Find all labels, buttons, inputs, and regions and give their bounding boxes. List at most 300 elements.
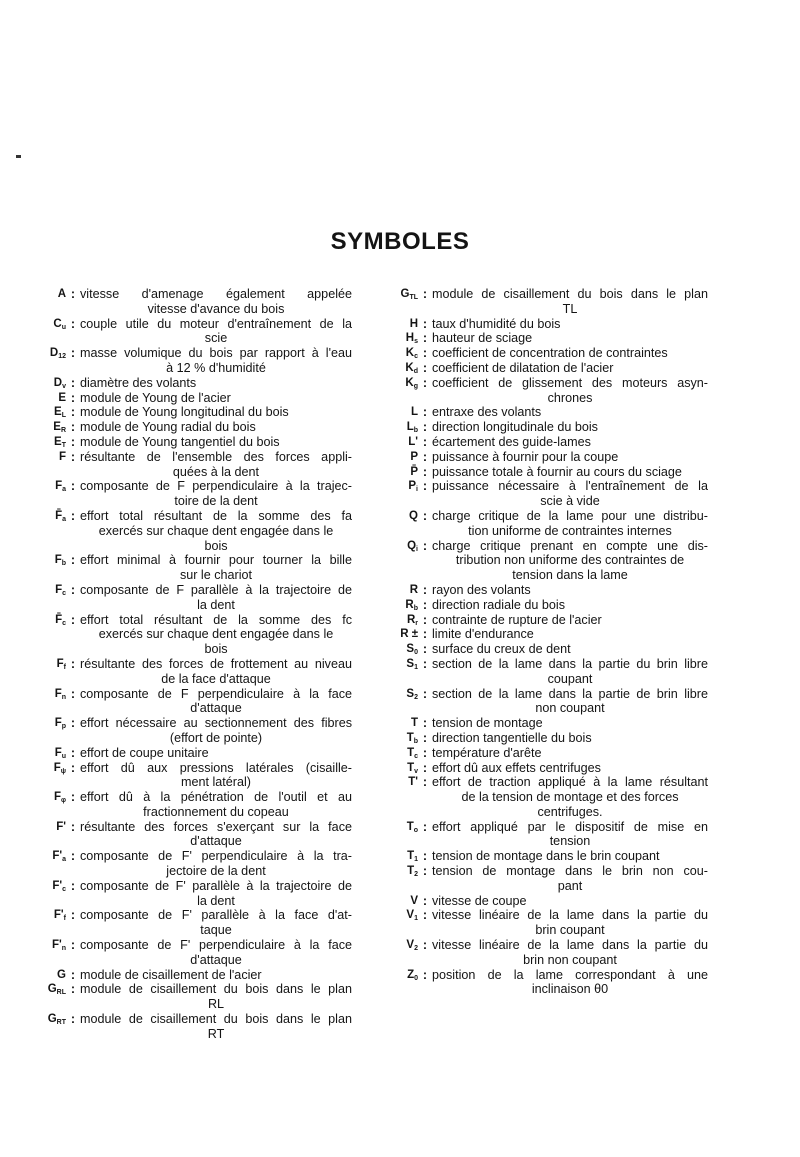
symbol-subscript: R — [60, 427, 66, 435]
symbol-subscript: 12 — [58, 353, 66, 361]
definition-line: position de la lame correspondant à une — [432, 967, 708, 982]
definition — [80, 583, 352, 613]
symbol-subscript: f — [63, 915, 66, 923]
definition — [80, 376, 352, 391]
definition-line: effort appliqué par le dispositif de mise en — [432, 819, 708, 834]
symbol-base: V — [406, 939, 415, 952]
definition-continuation: RL — [207, 997, 225, 1012]
symbol — [386, 849, 418, 864]
colon-separator: : — [422, 938, 428, 953]
definition-continuation: tribution non uniforme des contraintes de — [455, 553, 685, 568]
symbol-entry — [386, 435, 708, 450]
colon-separator: : — [422, 464, 428, 479]
symbol — [386, 583, 418, 598]
definition-continuation: chrones — [547, 390, 593, 405]
symbol-base: S — [406, 643, 415, 656]
definition-continuation: fractionnement du copeau — [143, 804, 289, 819]
symbol-entry — [22, 346, 352, 376]
definition-continuation: vitesse d'avance du bois — [147, 301, 285, 316]
definition — [432, 968, 708, 998]
colon-separator: : — [422, 508, 428, 523]
symbol-entry — [386, 613, 708, 628]
symbol — [22, 761, 66, 776]
symbol — [386, 405, 418, 420]
symbol-entry — [386, 938, 708, 968]
definition-continuation: inclinaison θ0 — [531, 982, 609, 997]
colon-separator: : — [422, 375, 428, 390]
symbol-subscript: c — [62, 885, 66, 893]
symbol-base: L — [406, 421, 414, 434]
definition-line: module de cisaillement du bois dans le plan — [80, 1012, 352, 1027]
symbol-subscript: r — [415, 619, 418, 627]
symbol — [386, 450, 418, 465]
symbol — [22, 1012, 66, 1027]
definition — [432, 746, 708, 761]
definition — [80, 938, 352, 968]
definition-continuation: exercés sur chaque dent engagée dans le — [98, 627, 334, 642]
symbol-base: T — [407, 746, 415, 759]
definition-line: effort dû à la pénétration de l'outil et au — [80, 790, 352, 805]
symbol-subscript: g — [413, 382, 418, 390]
symbol-base: P — [408, 480, 417, 493]
symbol-entry — [386, 317, 708, 332]
definition-line: module de Young de l'acier — [80, 390, 231, 405]
symbol-entry — [386, 376, 708, 406]
symbol-base: S — [406, 687, 415, 700]
definition — [432, 775, 708, 819]
symbol-base: K — [405, 347, 415, 360]
definition-line: composante de F' perpendiculaire à la face — [80, 938, 352, 953]
symbol-entry — [386, 583, 708, 598]
symbol-entry — [386, 731, 708, 746]
symbol-base: E — [54, 406, 62, 419]
symbol-entry — [386, 687, 708, 717]
symbol-subscript: 1 — [414, 856, 418, 864]
symbol-entry — [386, 450, 708, 465]
definition — [80, 287, 352, 317]
definition-continuation: scie à vide — [540, 494, 600, 509]
symbol-subscript: φ — [60, 797, 66, 805]
symbol-subscript: a — [62, 856, 66, 864]
symbol — [22, 657, 66, 672]
symbol-base: S — [406, 657, 415, 670]
symbol — [22, 790, 66, 805]
symbol-entry — [386, 287, 708, 317]
symbol-subscript: f — [63, 663, 66, 671]
definition — [432, 716, 708, 731]
definition — [432, 864, 708, 894]
symbol-entry — [22, 657, 352, 687]
definition-line: coefficient de glissement des moteurs asyn- — [432, 375, 708, 390]
colon-separator: : — [422, 612, 428, 627]
definition-continuation: scie — [204, 331, 228, 346]
definition-continuation: sur le chariot — [179, 568, 253, 583]
definition-line: vitesse linéaire de la lame dans la partie du — [432, 908, 708, 923]
symbol — [22, 420, 66, 435]
symbol-base: H — [405, 332, 415, 345]
symbol-entry — [386, 746, 708, 761]
symbol-base: F' — [52, 879, 63, 892]
colon-separator: : — [70, 375, 76, 390]
colon-separator: : — [70, 686, 76, 701]
colon-separator: : — [70, 745, 76, 760]
symbol-subscript: u — [61, 752, 66, 760]
definition-line: section de la lame dans la partie de brin libre — [432, 686, 708, 701]
symbol-base: E — [54, 435, 62, 448]
symbol — [22, 553, 66, 568]
symbol-base: L' — [408, 435, 418, 448]
right-column — [386, 287, 708, 997]
symbol-subscript: c — [62, 619, 66, 627]
symbol — [22, 938, 66, 953]
colon-separator: : — [422, 287, 428, 301]
symbol-base: Q — [407, 539, 417, 552]
definition-line: taux d'humidité du bois — [432, 316, 561, 331]
symbol-entry — [22, 317, 352, 347]
definition-line: charge critique prenant en compte une dis- — [432, 538, 708, 553]
colon-separator: : — [422, 967, 428, 982]
symbol — [386, 539, 418, 554]
symbol-base: T — [406, 820, 414, 833]
symbol-entry — [22, 908, 352, 938]
definition — [432, 894, 708, 909]
symbol-base: V — [410, 894, 418, 907]
symbol-entry — [386, 405, 708, 420]
definition-line: module de cisaillement de l'acier — [80, 967, 262, 982]
definition-continuation: bois — [204, 642, 228, 657]
definition — [432, 731, 708, 746]
definition-continuation: tion uniforme de contraintes internes — [468, 523, 672, 538]
symbol-entry — [22, 938, 352, 968]
definition-line: limite d'endurance — [432, 627, 534, 642]
symbol-entry — [22, 790, 352, 820]
symbol — [386, 613, 418, 628]
definition — [432, 420, 708, 435]
symbol — [22, 746, 66, 761]
definition-line: résultante des forces s'exerçant sur la face — [80, 819, 352, 834]
symbol — [22, 391, 66, 406]
definition — [80, 1012, 352, 1042]
symbol — [22, 509, 66, 524]
symbol-entry — [22, 509, 352, 553]
colon-separator: : — [70, 878, 76, 893]
symbol — [22, 879, 66, 894]
symbol-subscript: 2 — [414, 693, 418, 701]
symbol-subscript: 0 — [414, 974, 418, 982]
symbol-subscript: RT — [56, 1019, 66, 1027]
symbol — [386, 317, 418, 332]
symbol-entry — [386, 761, 708, 776]
symbol-subscript: u — [61, 323, 66, 331]
symbol-base: F — [53, 791, 61, 804]
symbol-base: T — [406, 731, 414, 744]
symbol-base: F — [54, 687, 62, 700]
symbol-entry — [22, 376, 352, 391]
definition — [80, 420, 352, 435]
definition-line: effort de traction appliqué à la lame résultant — [432, 775, 708, 790]
definition-line: rayon des volants — [432, 582, 531, 597]
definition — [432, 849, 708, 864]
left-column — [22, 287, 352, 1042]
definition — [432, 687, 708, 717]
scan-speck — [16, 155, 21, 158]
symbol-base: T — [407, 850, 415, 863]
definition-line: charge critique de la lame pour une distribu- — [432, 508, 708, 523]
colon-separator: : — [70, 819, 76, 834]
symbol-base: R — [409, 583, 418, 596]
symbol-base: F' — [51, 939, 62, 952]
symbol-entry — [22, 687, 352, 717]
definition-line: effort dû aux pressions latérales (cisaille- — [80, 760, 352, 775]
definition — [432, 598, 708, 613]
definition-line: surface du creux de dent — [432, 642, 571, 657]
symbol-subscript: 1 — [414, 915, 418, 923]
colon-separator: : — [70, 434, 76, 449]
symbol-base: K — [405, 361, 414, 374]
definition — [432, 465, 708, 480]
symbol-subscript: 2 — [414, 945, 418, 953]
definition-continuation: ment latéral) — [181, 775, 251, 790]
colon-separator: : — [70, 405, 76, 420]
symbol-subscript: n — [61, 693, 66, 701]
symbol-entry — [386, 864, 708, 894]
symbol-entry — [386, 820, 708, 850]
symbol-entry — [386, 642, 708, 657]
symbol — [22, 450, 66, 465]
symbol-base: F — [56, 657, 64, 670]
symbol-base: G — [47, 1013, 57, 1026]
colon-separator: : — [70, 582, 76, 597]
definition-line: tension de montage dans le brin coupant — [432, 849, 660, 864]
symbol-base: F — [55, 480, 63, 493]
definition — [432, 509, 708, 539]
colon-separator: : — [422, 316, 428, 331]
definition-line: module de cisaillement du bois dans le plan — [80, 982, 352, 997]
symbol — [22, 849, 66, 864]
definition-line: entraxe des volants — [432, 405, 542, 420]
symbol-entry — [22, 405, 352, 420]
symbol — [386, 509, 418, 524]
symbol-base: T — [407, 761, 415, 774]
symbol — [22, 479, 66, 494]
definition — [80, 405, 352, 420]
definition — [432, 361, 708, 376]
definition — [80, 908, 352, 938]
definition — [80, 435, 352, 450]
symbol — [22, 376, 66, 391]
symbol-base: R — [406, 613, 416, 626]
colon-separator: : — [422, 686, 428, 701]
definition-continuation: bois — [204, 538, 228, 553]
symbol — [22, 613, 66, 628]
colon-separator: : — [70, 449, 76, 464]
definition — [80, 746, 352, 761]
colon-separator: : — [70, 390, 76, 405]
definition — [80, 450, 352, 480]
colon-separator: : — [422, 360, 428, 375]
symbol-entry — [22, 583, 352, 613]
colon-separator: : — [70, 316, 76, 331]
definition-continuation: RT — [207, 1026, 225, 1041]
symbol — [22, 435, 66, 450]
definition-line: puissance à fournir pour la coupe — [432, 449, 619, 464]
symbol-base: G — [57, 968, 66, 981]
symbol-entry — [386, 894, 708, 909]
symbol-subscript: b — [413, 604, 418, 612]
definition-line: vitesse d'amenage également appelée — [80, 287, 352, 301]
definition-continuation: (effort de pointe) — [169, 730, 263, 745]
symbol-entry — [386, 420, 708, 435]
colon-separator: : — [422, 331, 428, 346]
definition-line: effort de coupe unitaire — [80, 745, 209, 760]
definition-continuation: tension — [549, 834, 591, 849]
definition — [432, 331, 708, 346]
symbol — [386, 627, 418, 642]
symbol — [22, 287, 66, 302]
definition — [432, 820, 708, 850]
definition-continuation: d'attaque — [190, 952, 242, 967]
definition — [80, 879, 352, 909]
symbol-entry — [22, 982, 352, 1012]
definition-continuation: coupant — [547, 671, 593, 686]
symbol — [22, 908, 66, 923]
symbol-base: Z — [407, 968, 415, 981]
definition — [80, 761, 352, 791]
symbol — [22, 583, 66, 598]
symbol-entry — [22, 450, 352, 480]
definition-line: composante de F perpendiculaire à la trajec- — [80, 479, 352, 494]
definition-line: direction tangentielle du bois — [432, 730, 592, 745]
symbol — [386, 731, 418, 746]
symbol-subscript: i — [416, 545, 418, 553]
definition-line: masse volumique du bois par rapport à l'eau — [80, 346, 352, 361]
symbol-base: F — [58, 450, 66, 463]
symbol-entry — [22, 746, 352, 761]
definition-line: écartement des guide-lames — [432, 434, 591, 449]
symbol-base: V — [406, 909, 415, 922]
colon-separator: : — [422, 538, 428, 553]
symbol-entry — [22, 716, 352, 746]
definition-continuation: TL — [562, 301, 578, 316]
symbol-subscript: 2 — [414, 871, 418, 879]
symbol-base: T — [407, 865, 415, 878]
definition-line: vitesse de coupe — [432, 893, 527, 908]
definition-line: tension de montage dans le brin non cou- — [432, 864, 708, 879]
symbol-subscript: o — [413, 826, 418, 834]
colon-separator: : — [422, 908, 428, 923]
colon-separator: : — [422, 627, 428, 642]
symbol — [386, 864, 418, 879]
symbol-entry — [386, 908, 708, 938]
symbol — [386, 761, 418, 776]
definition — [432, 657, 708, 687]
symbol-subscript: c — [62, 589, 66, 597]
colon-separator: : — [70, 790, 76, 805]
definition-line: température d'arête — [432, 745, 542, 760]
symbol-subscript: b — [413, 737, 418, 745]
symbol-subscript: TL — [409, 294, 418, 301]
symbol-subscript: v — [414, 767, 418, 775]
colon-separator: : — [422, 597, 428, 612]
definition — [432, 405, 708, 420]
symbol — [386, 361, 418, 376]
colon-separator: : — [422, 346, 428, 361]
definition — [432, 287, 708, 317]
symbol — [386, 968, 418, 983]
symbol-base: E — [53, 421, 61, 434]
definition-continuation: tension dans la lame — [512, 568, 628, 583]
symbol-base: R — [405, 598, 414, 611]
definition — [432, 642, 708, 657]
symbol-base: F — [55, 583, 63, 596]
symbol-entry — [22, 849, 352, 879]
definition-line: direction radiale du bois — [432, 597, 566, 612]
symbol — [386, 642, 418, 657]
definition-line: hauteur de sciage — [432, 331, 533, 346]
colon-separator: : — [422, 479, 428, 494]
symbol-entry — [386, 657, 708, 687]
symbol-entry — [22, 1012, 352, 1042]
definition — [432, 317, 708, 332]
symbol-entry — [386, 775, 708, 819]
symbol-entry — [22, 479, 352, 509]
symbol-base: K — [405, 376, 414, 389]
definition — [432, 435, 708, 450]
symbol — [386, 287, 418, 302]
definition-continuation: la dent — [197, 893, 235, 908]
symbol — [386, 331, 418, 346]
symbol-entry — [386, 346, 708, 361]
colon-separator: : — [422, 642, 428, 657]
colon-separator: : — [422, 849, 428, 864]
symbol-entry — [22, 968, 352, 983]
definition-line: tension de montage — [432, 716, 543, 731]
definition-continuation: la dent — [197, 597, 235, 612]
symbol — [22, 346, 66, 361]
symbol-entry — [386, 331, 708, 346]
colon-separator: : — [70, 1012, 76, 1027]
symbol-base: F — [54, 746, 62, 759]
definition-continuation: quées à la dent — [172, 464, 260, 479]
symbol-entry — [386, 361, 708, 376]
definition — [432, 376, 708, 406]
symbol-base: L — [410, 406, 418, 419]
symbol — [386, 598, 418, 613]
colon-separator: : — [422, 716, 428, 731]
symbol — [22, 687, 66, 702]
symbol-entry — [386, 539, 708, 583]
symbol-base: R ± — [400, 628, 418, 641]
symbol-base: F — [54, 717, 62, 730]
symbol-base: C — [53, 317, 62, 330]
symbol-subscript: 0 — [414, 649, 418, 657]
symbol-subscript: RL — [56, 989, 66, 997]
symbol-entry — [386, 968, 708, 998]
definition-continuation: brin coupant — [535, 923, 605, 938]
symbol-entry — [22, 613, 352, 657]
definition-line: résultante des forces de frottement au niveau — [80, 656, 352, 671]
symbol-subscript: a — [62, 486, 66, 494]
colon-separator: : — [70, 553, 76, 568]
symbol-subscript: c — [414, 752, 418, 760]
page-title: SYMBOLES — [330, 228, 470, 255]
definition — [80, 613, 352, 657]
symbol-entry — [386, 598, 708, 613]
symbol-base: P — [410, 450, 418, 463]
definition-line: puissance totale à fournir au cours du sciage — [432, 464, 682, 479]
definition — [432, 583, 708, 598]
colon-separator: : — [70, 287, 76, 301]
